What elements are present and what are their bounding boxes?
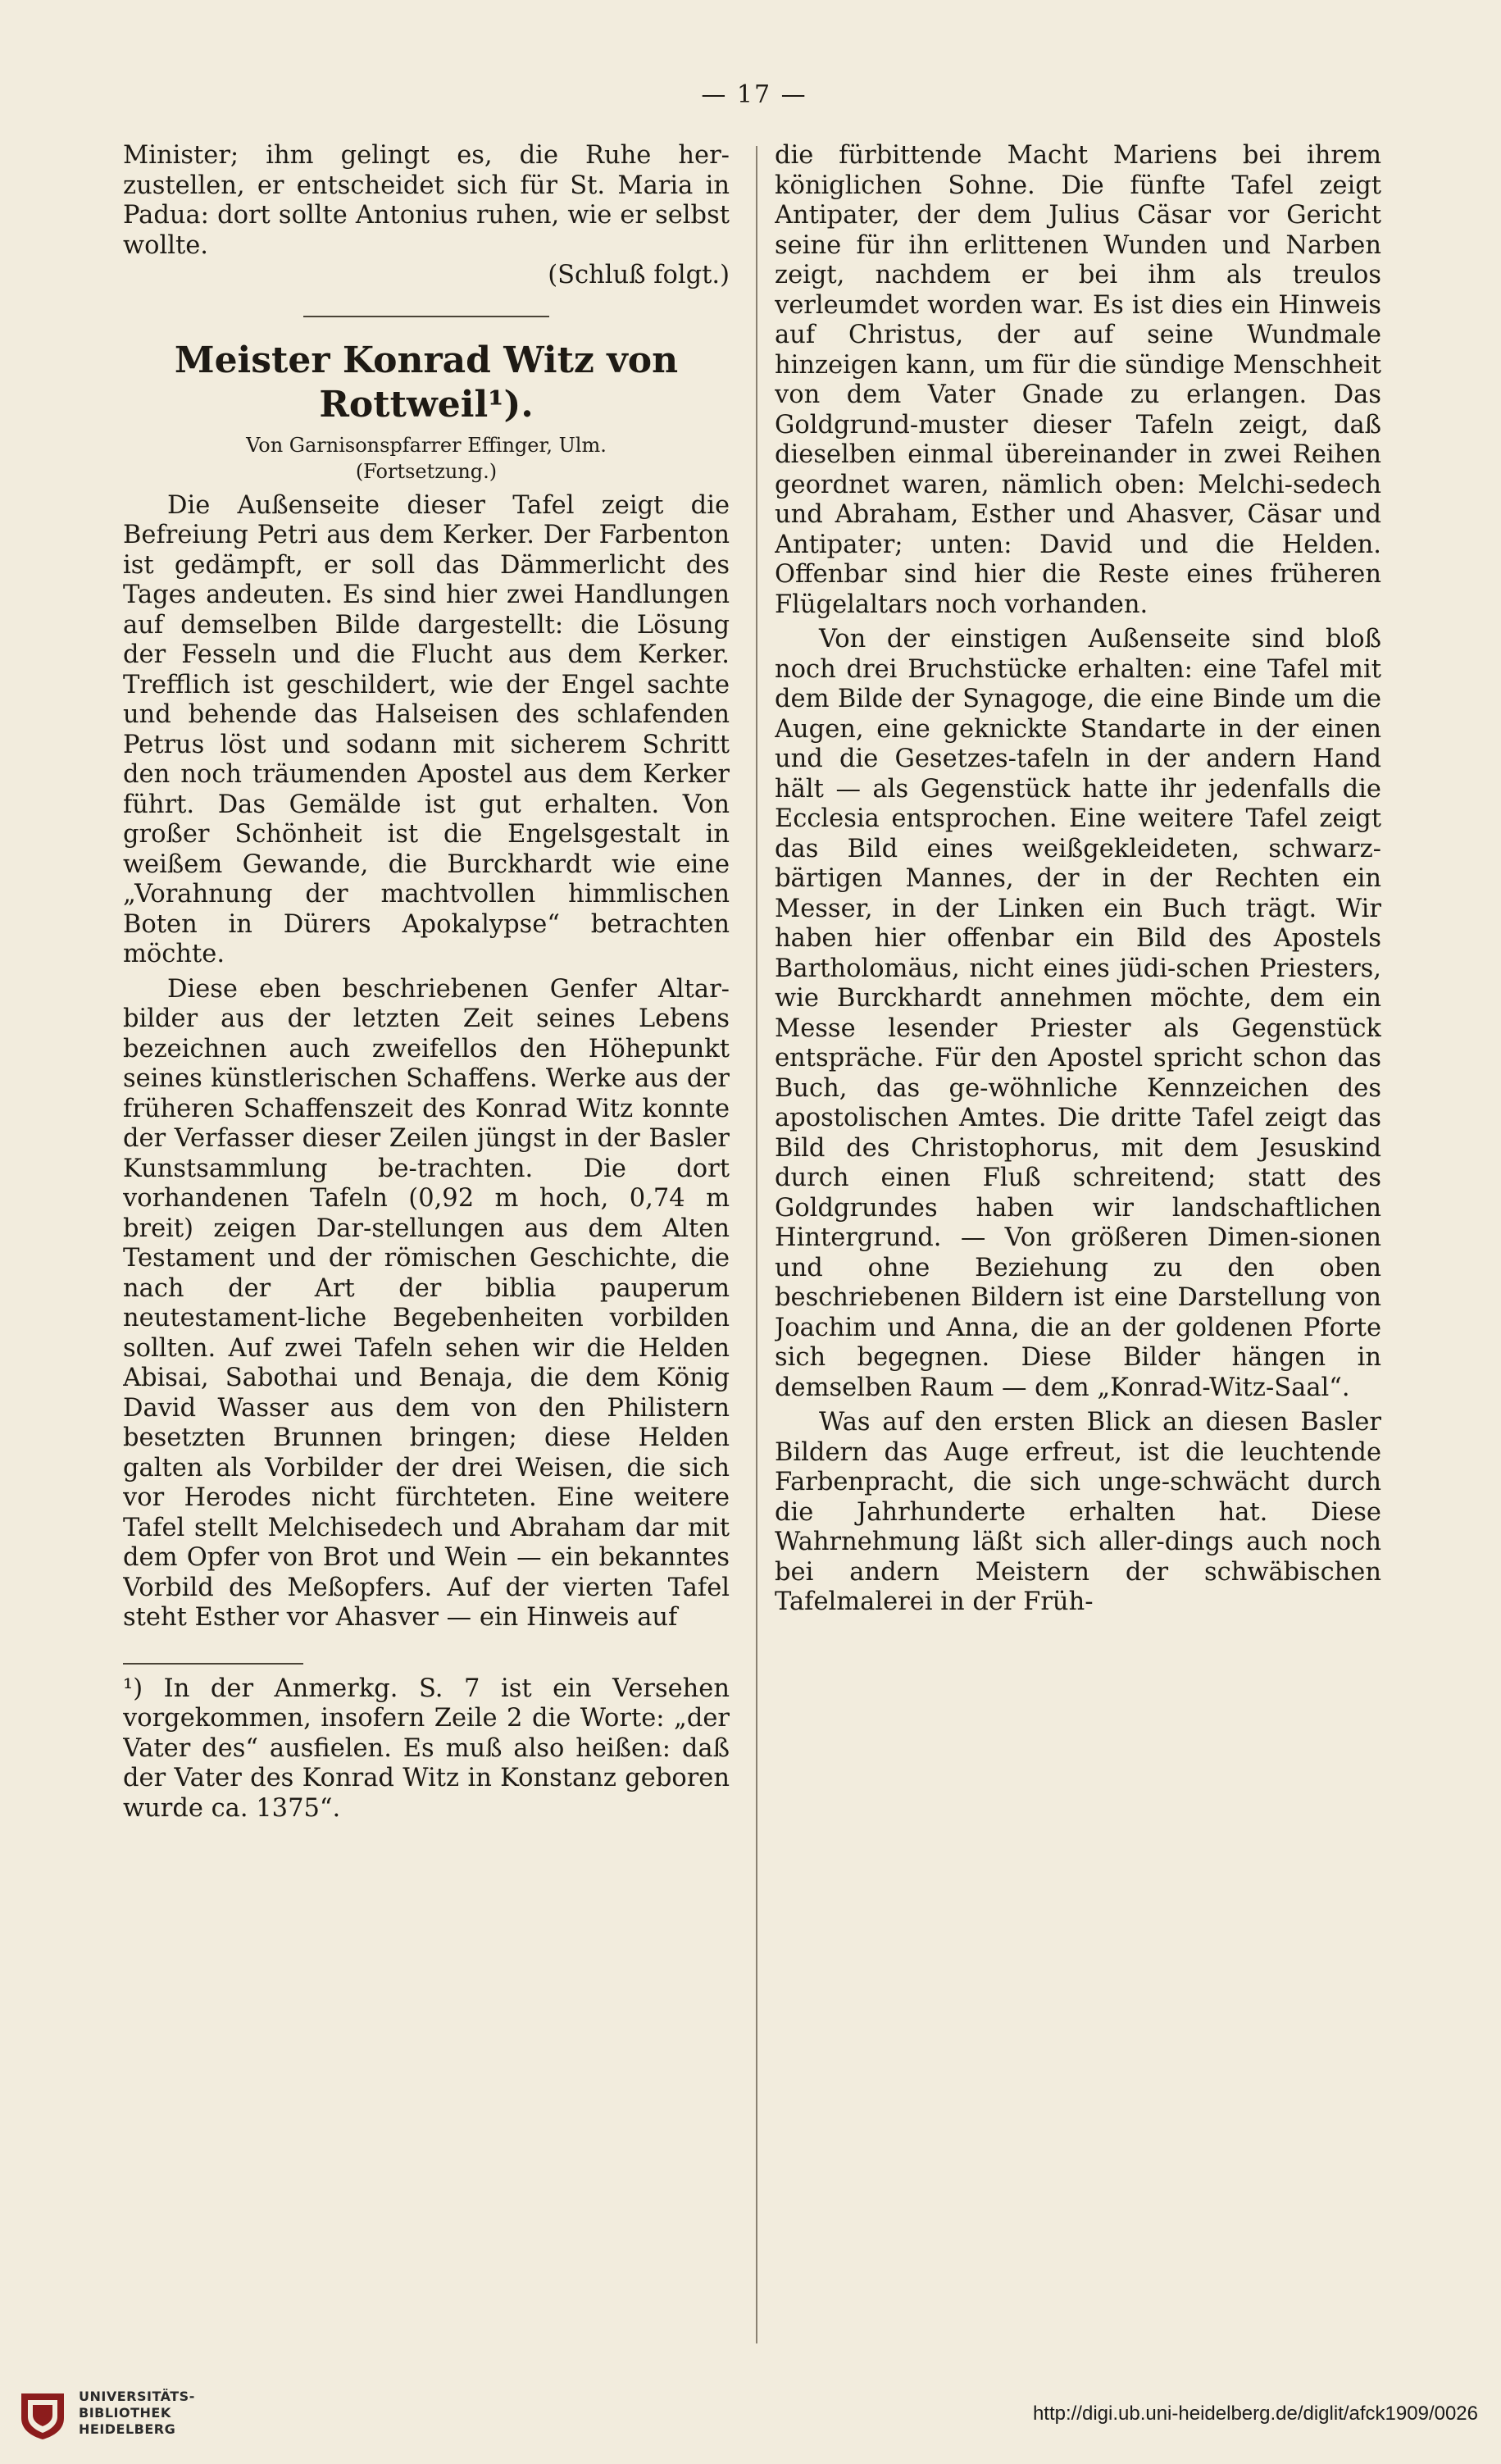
continued-label: (Fortsetzung.) (355, 459, 498, 483)
left-column (123, 141, 730, 2339)
article-title: Meister Konrad Witz von Rottweil¹). (174, 339, 679, 426)
column-divider (756, 146, 757, 2343)
paragraph: Was auf den ersten Blick an diesen Basler Bildern das Auge erfreut, ist die leuchtende Farbenpracht, die sich unge-schwächt durch die Jahrhunderte erhalten hat. Diese Wahrnehmung läßt sich aller-dings auch noch bei andern Meistern der schwäbischen Tafelmalerei in der Früh- (775, 1408, 1381, 1616)
library-name: UNIVERSITÄTS- BIBLIOTHEK HEIDELBERG (79, 2389, 195, 2437)
continuation-note: (Schluß folgt.) (548, 261, 730, 289)
paragraph: Von der einstigen Außenseite sind bloß noch drei Bruchstücke erhalten: eine Tafel mit dem Bilde der Synagoge, die eine Binde um die Augen, eine geknickte Standarte in der einen und die Gesetzes-tafeln in der andern Hand hält — als Gegenstück hatte ihr jedenfalls die Ecclesia entsprochen. Eine weitere Tafel zeigt das Bild eines weißgekleideten, schwarz-bärtigen Mannes, der in der Rechten ein Messer, in der Linken ein Buch trägt. Wir haben hier offenbar ein Bild des Apostels Bartholomäus, nicht eines jüdi-schen Priesters, wie Burckhardt annehmen möchte, dem ein Messe lesender Priester als Gegenstück entspräche. Für den Apostel spricht schon das Buch, das ge-wöhnliche Kennzeichen des apostolischen Amtes. Die dritte Tafel zeigt das Bild des Christophorus, mit dem Jesuskind durch einen Fluß schreitend; statt des Goldgrundes haben wir landschaftlichen Hintergrund. — Von größeren Dimen-sionen und ohne Beziehung zu den oben beschriebenen Bildern ist eine Darstellung von Joachim und Anna, die an der goldenen Pforte sich begegnen. Diese Bilder hängen in demselben Raum — dem „Konrad-Witz-Saal“. (775, 625, 1381, 1402)
section-rule (303, 316, 549, 317)
footnote-rule (123, 1663, 303, 1665)
paragraph: Diese eben beschriebenen Genfer Altar-bilder aus der letzten Zeit seines Lebens bezeichnen auch zweifellos den Höhepunkt seines künstlerischen Schaffens. Werke aus der früheren Schaffenszeit des Konrad Witz konnte der Verfasser dieser Zeilen jüngst in der Basler Kunstsammlung be-trachten. Die dort vorhandenen Tafeln (0,92 m hoch, 0,74 m breit) zeigen Dar-stellungen aus dem Alten Testament und der römischen Geschichte, die nach der Art der biblia pauperum neutestament-liche Begebenheiten vorbilden sollten. Auf zwei Tafeln sehen wir die Helden Abisai, Sabothai und Benaja, die dem König David Wasser aus dem von den Philistern besetzten Brunnen bringen; diese Helden galten als Vorbilder der drei Weisen, die sich vor Herodes nicht fürchteten. Eine weitere Tafel stellt Melchisedech und Abraham dar mit dem Opfer von Brot und Wein — ein bekanntes Vorbild des Meßopfers. Auf der vierten Tafel steht Esther vor Ahasver — ein Hinweis auf (123, 974, 730, 1632)
source-url[interactable]: http://digi.ub.uni-heidelberg.de/diglit/afck1909/0026 (1032, 2403, 1478, 2425)
page-number: — 17 — (701, 80, 807, 109)
paragraph: die fürbittende Macht Mariens bei ihrem königlichen Sohne. Die fünfte Tafel zeigt Antipater, der dem Julius Cäsar vor Gericht seine für ihn erlittenen Wunden und Narben zeigt, nachdem er bei ihm als treulos verleumdet worden war. Es ist dies ein Hinweis auf Christus, der auf seine Wundmale hinzeigen kann, um für die sündige Menschheit von dem Vater Gnade zu erlangen. Das Goldgrund-muster dieser Tafeln zeigt, daß dieselben einmal übereinander in zwei Reihen geordnet waren, nämlich oben: Melchi-sedech und Abraham, Esther und Ahasver, Cäsar und Antipater; unten: David und die Helden. Offenbar sind hier die Reste eines früheren Flügelaltars noch vorhanden. (775, 141, 1381, 619)
byline: Von Garnisonspfarrer Effinger, Ulm. (246, 433, 607, 457)
library-logo (16, 2382, 230, 2448)
continuation-text: Minister; ihm gelingt es, die Ruhe her-zustellen, er entscheidet sich für St. Maria in Padua: dort sollte Antonius ruhen, wie er selbst wollte. (123, 141, 730, 260)
footnote: ¹) In der Anmerkg. S. 7 ist ein Versehen vorgekommen, insofern Zeile 2 die Worte: „der Vater des“ ausfielen. Es muß also heißen: daß der Vater des Konrad Witz in Konstanz geboren wurde ca. 1375“. (123, 1674, 730, 1823)
library-seal-icon (18, 2389, 67, 2441)
paragraph: Die Außenseite dieser Tafel zeigt die Befreiung Petri aus dem Kerker. Der Farbenton ist gedämpft, er soll das Dämmerlicht des Tages andeuten. Es sind hier zwei Handlungen auf demselben Bilde dargestellt: die Lösung der Fesseln und die Flucht aus dem Kerker. Trefflich ist geschildert, wie der Engel sachte und behende das Halseisen des schlafenden Petrus löst und sodann mit sicherem Schritt den noch träumenden Apostel aus dem Kerker führt. Das Gemälde ist gut erhalten. Von großer Schönheit ist die Engelsgestalt in weißem Gewande, die Burckhardt wie eine „Vorahnung der machtvollen himmlischen Boten in Dürers Apokalypse“ betrachten möchte. (123, 490, 730, 968)
right-column (775, 141, 1381, 2339)
